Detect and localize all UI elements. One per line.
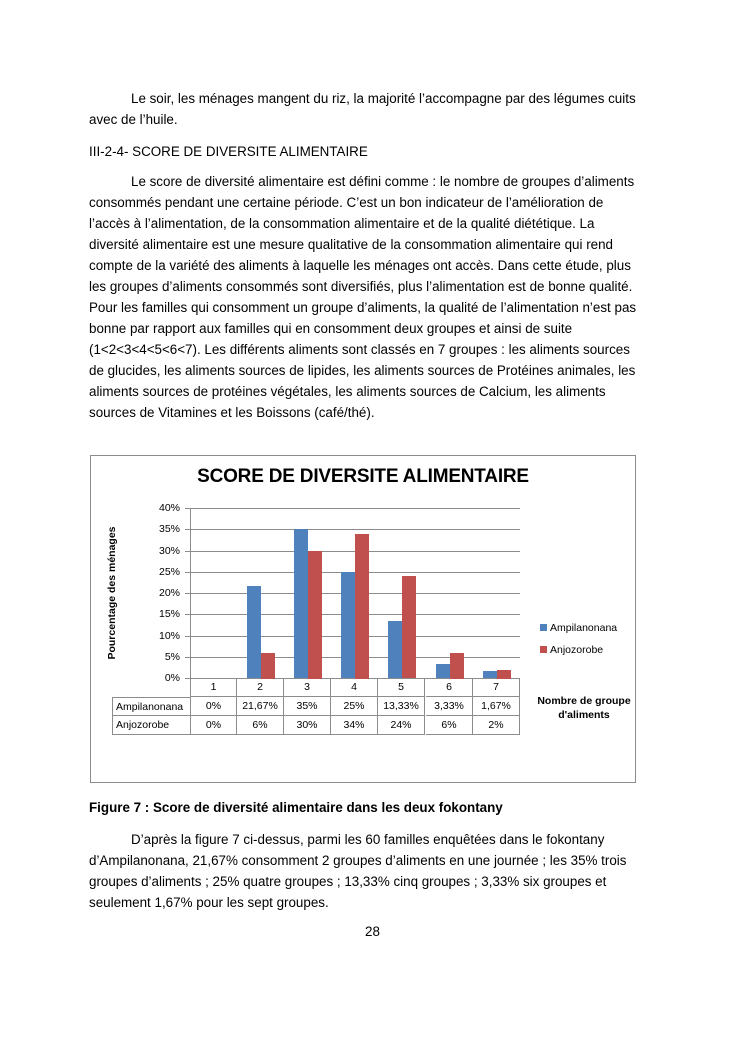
paragraph-text: Le soir, les ménages mangent du riz, la majorité l’accompagne par des légumes cuits avec de l’huile. [89,91,636,127]
y-tick-label: 35% [158,523,180,535]
table-row-label: Ampilanonana [112,697,190,716]
table-header-cell: 6 [426,678,473,697]
bar-anjozorobe-5 [402,576,416,678]
legend-label: Ampilanonana [550,622,618,634]
table-cell: 0% [190,716,237,735]
gridline [185,529,520,530]
figure-caption: Figure 7 : Score de diversité alimentaire dans les deux fokontany [89,800,503,815]
y-tick-label: 25% [158,566,180,578]
y-tick-label: 30% [158,545,180,557]
legend-item-ampilanonana [540,622,617,634]
legend-swatch-red-icon [540,646,547,653]
table-header-cell: 3 [284,678,331,697]
table-cell: 25% [331,697,378,716]
chart-title: SCORE DE DIVERSITE ALIMENTAIRE [197,466,529,487]
y-tick-label: 20% [158,587,180,599]
section-heading: III-2-4- SCORE DE DIVERSITE ALIMENTAIRE [89,144,368,159]
table-cell: 0% [190,697,237,716]
y-tick-label: 0% [164,672,180,684]
page-number: 28 [365,924,380,939]
paragraph-definition [89,171,639,423]
table-cell: 34% [331,716,378,735]
table-cell: 35% [284,697,331,716]
bar-ampilanonana-5 [388,621,402,678]
table-cell: 13,33% [378,697,425,716]
bar-ampilanonana-4 [341,572,355,678]
bar-ampilanonana-7 [483,671,497,678]
y-axis-label: Pourcentage des ménages [106,526,118,660]
table-header-cell: 7 [473,678,520,697]
table-row-label: Anjozorobe [112,716,190,735]
table-cell: 6% [426,716,473,735]
y-tick-label: 15% [158,608,180,620]
bar-anjozorobe-6 [450,653,464,679]
table-cell: 1,67% [473,697,520,716]
table-cell: 21,67% [237,697,284,716]
paragraph-text: Le score de diversité alimentaire est défini comme : le nombre de groupes d’aliments consommés pendant une certaine période. C’est un bon indicateur de l’amélioration de l’accès à l’alimentation, de la consommation alimentaire et de la qualité diététique. La diversité alimentaire est une mesure qualitative de la consommation alimentaire qui rend compte de la variété des aliments à laquelle les ménages ont accès. Dans cette étude, plus les groupes d’aliments consommés sont diversifiés, plus l’alimentation est de bonne qualité. Pour les familles qui consomment un groupe d’aliments, la qualité de l’alimentation n’est pas bonne par rapport aux familles qui en consomment deux groupes et ainsi de suite (1<2<3<4<5<6<7). Les différents aliments sont classés en 7 groupes : les aliments sources de glucides, les aliments sources de lipides, les aliments sources de Protéines animales, les aliments sources de protéines végétales, les aliments sources de Calcium, les aliments sources de Vitamines et les Boissons (café/thé). [89,174,637,420]
table-header-cell: 2 [237,678,284,697]
table-cell: 6% [237,716,284,735]
table-header-cell: 1 [190,678,237,697]
x-axis-label: Nombre de groupe d'aliments [537,695,631,721]
legend-label: Anjozorobe [550,644,604,656]
bar-anjozorobe-3 [308,551,322,679]
bar-anjozorobe-4 [355,534,369,679]
table-cell: 3,33% [426,697,473,716]
table-cell: 2% [473,716,520,735]
bar-anjozorobe-2 [261,653,275,679]
table-header-cell: 5 [378,678,425,697]
table-cell: 24% [378,716,425,735]
legend-swatch-blue-icon [540,624,547,631]
gridline [185,508,520,509]
paragraph-analysis [89,829,639,913]
y-tick-label: 10% [158,630,180,642]
legend-item-anjozorobe [540,644,603,656]
table-cell: 30% [284,716,331,735]
paragraph-text: D’après la figure 7 ci-dessus, parmi les 60 familles enquêtées dans le fokontany d’Ampilanonana, 21,67% consomment 2 groupes d’aliments en une journée ; les 35% trois groupes d’aliments ; 25% quatre groupes ; 13,33% cinq groupes ; 3,33% six groupes et seulement 1,67% pour les sept groupes. [89,832,627,910]
gridline [185,551,520,552]
bar-ampilanonana-6 [436,664,450,678]
paragraph-evening-meal [89,88,639,130]
y-tick-label: 40% [158,502,180,514]
y-tick-label: 5% [164,651,180,663]
bar-ampilanonana-2 [247,586,261,678]
bar-ampilanonana-3 [294,529,308,678]
table-header-cell: 4 [331,678,378,697]
